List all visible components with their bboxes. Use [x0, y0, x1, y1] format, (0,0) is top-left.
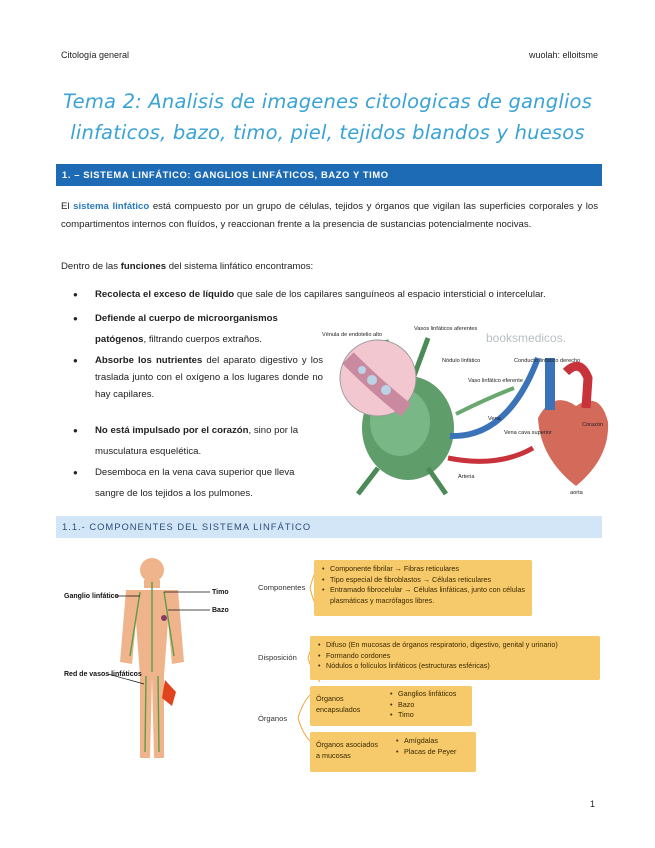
intro-post: está compuesto por un grupo de células, tejidos y órganos que vigilan las superficies corporales y los compartimentos internos con fluídos, y reaccionan frente a la presencia de sustancias potencialmente nocivas.	[61, 201, 598, 230]
section-1-1-heading: 1.1.- COMPONENTES DEL SISTEMA LINFÁTICO	[56, 516, 602, 538]
header-left: Citología general	[61, 50, 130, 60]
label-venula: Vénula de endotelio alto	[322, 332, 383, 338]
list-item: • Timo	[388, 710, 456, 721]
label-vena: Vena	[488, 416, 501, 422]
label-nodulo: Nódulo linfático	[442, 358, 481, 364]
list-item: • Entramado fibrocelular → Células linfáticas, junto con células plasmáticas y macrófagos libres.	[320, 585, 526, 606]
label-timo: Timo	[212, 589, 229, 596]
lymph-system-illustration	[318, 318, 618, 504]
list-item: • Amígdalas	[394, 736, 456, 747]
list-item: • Ganglios linfáticos	[388, 689, 456, 700]
box-disposicion	[310, 636, 600, 680]
functions-pre: Dentro de las	[61, 261, 121, 272]
encapsulados-label: Órganos encapsulados	[316, 694, 361, 714]
header-right: wuolah: elloitsme	[528, 50, 598, 60]
label-ganglio: Ganglio linfático	[64, 593, 119, 600]
label-conducto: Conducto linfático derecho	[514, 358, 581, 364]
list-item: ● Desemboca en la vena cava superior que lleva sangre de los tejidos a los pulmones.	[95, 462, 323, 504]
label-aorta: aorta	[570, 490, 583, 496]
title-line-1: Tema 2: Analisis de imagenes citologicas de ganglios	[62, 90, 593, 113]
box-encapsulados	[310, 686, 472, 726]
lymph-highlight	[162, 680, 176, 706]
section-1-heading: 1. – SISTEMA LINFÁTICO: GANGLIOS LINFÁTICOS, BAZO Y TIMO	[56, 164, 602, 186]
list-item: • Placas de Peyer	[394, 747, 456, 758]
label-corazon: Corazón	[582, 422, 604, 428]
list-item: ● Defiende al cuerpo de microorganismos patógenos, filtrando cuerpos extraños.	[95, 308, 325, 350]
title-line-2: linfaticos, bazo, timo, piel, tejidos blandos y huesos	[70, 121, 585, 144]
label-vasos: Vasos linfáticos aferentes	[414, 326, 478, 332]
spleen-mark	[161, 615, 167, 621]
watermark-text: booksmedicos.	[486, 331, 567, 345]
page-title	[60, 86, 595, 148]
list-item: ● Recolecta el exceso de líquido que sale de los capilares sanguíneos al espacio intersticial o intercelular.	[95, 286, 600, 304]
vessel-red	[448, 448, 533, 461]
row-componentes: Componentes	[258, 583, 306, 592]
box-componentes	[314, 560, 532, 616]
list-item: • Nódulos o folículos linfáticos (estructuras esféricas)	[316, 661, 594, 672]
page-number: 1	[589, 799, 595, 809]
body-lymph-diagram	[60, 552, 250, 768]
intro-term: sistema linfático	[73, 201, 150, 212]
list-item: ● Absorbe los nutrientes del aparato digestivo y los traslada junto con el oxígeno a los lugares donde no hay capilares.	[95, 352, 323, 403]
box-mucosas	[310, 732, 476, 772]
list-item: • Componente fibrilar → Fibras reticulares	[320, 564, 526, 575]
list-item: • Difuso (En mucosas de órganos respiratorio, digestivo, genital y urinario)	[316, 640, 594, 651]
list-item: • Formando cordones	[316, 651, 594, 662]
functions-post: del sistema linfático encontramos:	[166, 261, 314, 272]
functions-term: funciones	[120, 261, 167, 272]
list-item: • Tipo especial de fibroblastos → Células reticulares	[320, 575, 526, 586]
label-eferente: Vaso linfático eferente	[468, 378, 523, 384]
label-red: Red de vasos linfáticos	[64, 671, 142, 678]
list-item: ● No está impulsado por el corazón, sino por la musculatura esquelética.	[95, 420, 323, 462]
mucosas-label: Órganos asociados a mucosas	[316, 740, 378, 760]
functions-paragraph	[61, 258, 598, 276]
intro-paragraph	[61, 198, 598, 233]
label-cava: Vena cava superior	[504, 430, 552, 436]
intro-pre: El	[61, 201, 74, 212]
row-organos: Órganos	[258, 714, 288, 723]
row-disposicion: Disposición	[258, 653, 297, 662]
label-bazo: Bazo	[212, 607, 229, 614]
list-item: • Bazo	[388, 700, 456, 711]
label-arteria: Arteria	[458, 474, 475, 480]
heart-shape	[538, 400, 608, 486]
